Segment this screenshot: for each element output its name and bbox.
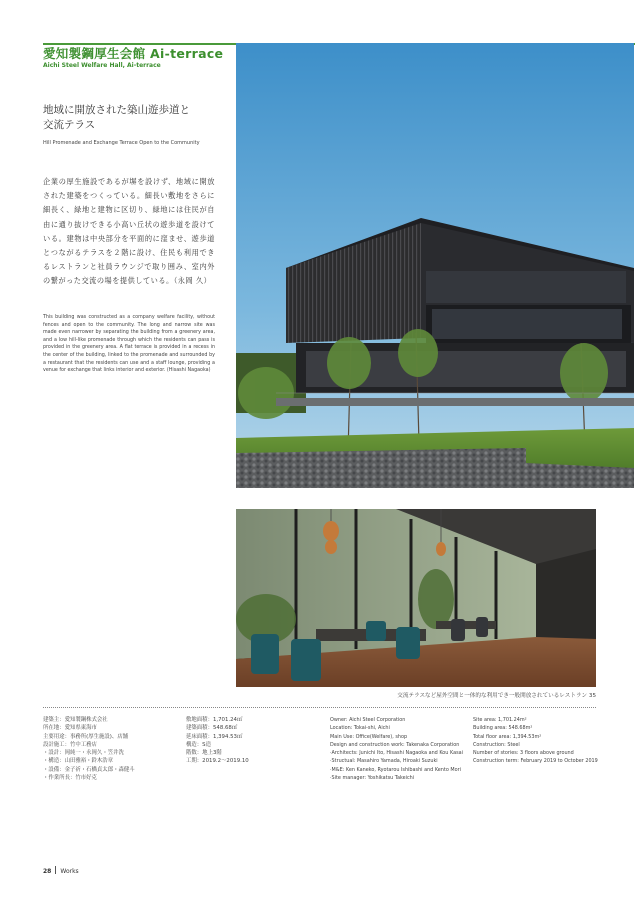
info-line: 延床面積：1,394.53㎡ [186, 733, 243, 740]
section-divider [43, 707, 596, 708]
info-line: ·Structual: Masahiro Yamada, Hiroaki Suzuki [330, 758, 438, 765]
article-heading-line2: 交流テラス [43, 119, 96, 131]
building-exterior-photo [236, 43, 634, 488]
article-heading [43, 103, 190, 133]
info-line: 階数：地上3階 [186, 750, 222, 757]
info-line: ·M&E: Ken Kaneko, Ryotarou Ishibashi and Kento Mori [330, 766, 461, 773]
article-heading-english: Hill Promenade and Exchange Terrace Open to the Community [43, 140, 200, 146]
info-line: 工期：2019.2～2019.10 [186, 758, 249, 765]
info-line: Owner: Aichi Steel Corporation [330, 717, 406, 723]
info-line: 設計施工：竹中工務店 [43, 741, 97, 748]
building-photo-icon [236, 43, 634, 488]
info-line: ・構造：山田雅裕・鈴木浩章 [43, 758, 114, 765]
project-info-en-column2 [473, 716, 598, 766]
body-text-japanese: 企業の厚生施設であるが塀を設けず、地域に開放された建築をつくっている。細長い敷地をさらに細長く、緑地と建物に区切り、緑地には住民が自由に通り抜けできる小高い丘状の遊歩道を設けている。建物は中央部分を平面的に窪ませ、遊歩道とつながるテラスを２階に設け、住民も利用できるレストランと社員ラウンジで取り囲み、室内外の繋がった交流の場を提供している。（永岡 久） [43, 177, 215, 286]
article-heading-line1: 地域に開放された築山遊歩道と [43, 104, 190, 116]
info-line: 建築面積：548.68㎡ [186, 725, 238, 732]
info-line: Number of stories: 3 floors above ground [473, 750, 574, 757]
body-text-english: This building was constructed as a company welfare facility, without fences and open to the community. The long and narrow site was made even narrower by separating the building from a greenery area, and a low hill-like promenade through which the residents can pass is provided in the greenery area. A flat terrace is provided in a recess in the center of the building, linked to the promenade and surrounded by a restaurant that the residents can use and a staff lounge, providing a venue for exchange that links interior and exterior. (Hisashi Nagaoka) [43, 315, 215, 374]
info-line: 構造：S造 [186, 741, 211, 748]
info-line: Construction term: February 2019 to October 2019 [473, 758, 598, 765]
restaurant-interior-photo [236, 509, 596, 687]
info-line: ・設計：岡純一・永岡久・笠井洗 [43, 750, 124, 757]
section-label: Works [60, 868, 79, 875]
info-line: Building area: 548.68m² [473, 725, 533, 732]
info-line: 所在地：愛知県東海市 [43, 725, 97, 732]
info-line: Main Use: Office(Welfare), shop [330, 733, 408, 740]
restaurant-photo-icon [236, 509, 596, 687]
page-title: 愛知製鋼厚生会館 Ai-terrace [43, 46, 224, 61]
info-line: Location: Tokai-shi, Aichi [330, 725, 390, 732]
info-line: ・設備：金子祈・石橋貞太郎・森健斗 [43, 766, 135, 773]
info-line: ·Site manager: Yoshikatsu Takeichi [330, 775, 415, 782]
info-line: 主要用途：事務所(厚生施設)、店舗 [43, 733, 129, 740]
info-line: Construction: Steel [473, 741, 520, 748]
info-line: Design and construction work: Takenaka Corporation [330, 741, 460, 748]
footer-separator [55, 866, 56, 874]
page-title-english: Aichi Steel Welfare Hall, Ai-terrace [43, 62, 161, 69]
project-info-jp-column2 [186, 716, 249, 766]
project-info-jp-column1 [43, 716, 135, 782]
info-line: Site area: 1,701.24m² [473, 717, 527, 723]
info-line: ・作業所長：竹市好克 [43, 775, 97, 782]
project-info-en-column1 [330, 716, 463, 782]
page-number: 28 [43, 868, 52, 875]
photo-caption: 交流テラスなど屋外空間と一体的な利用でき一般開放されているレストラン 35 [397, 693, 596, 699]
info-line: 敷地面積：1,701.24㎡ [186, 717, 243, 723]
info-line: ·Architects: Junichi Ito, Hisashi Nagaoka and Kou Kasai [330, 750, 463, 757]
page-footer [43, 866, 79, 875]
info-line: 建築主：愛知製鋼株式会社 [43, 717, 108, 723]
info-line: Total floor area: 1,394.53m² [473, 733, 542, 740]
